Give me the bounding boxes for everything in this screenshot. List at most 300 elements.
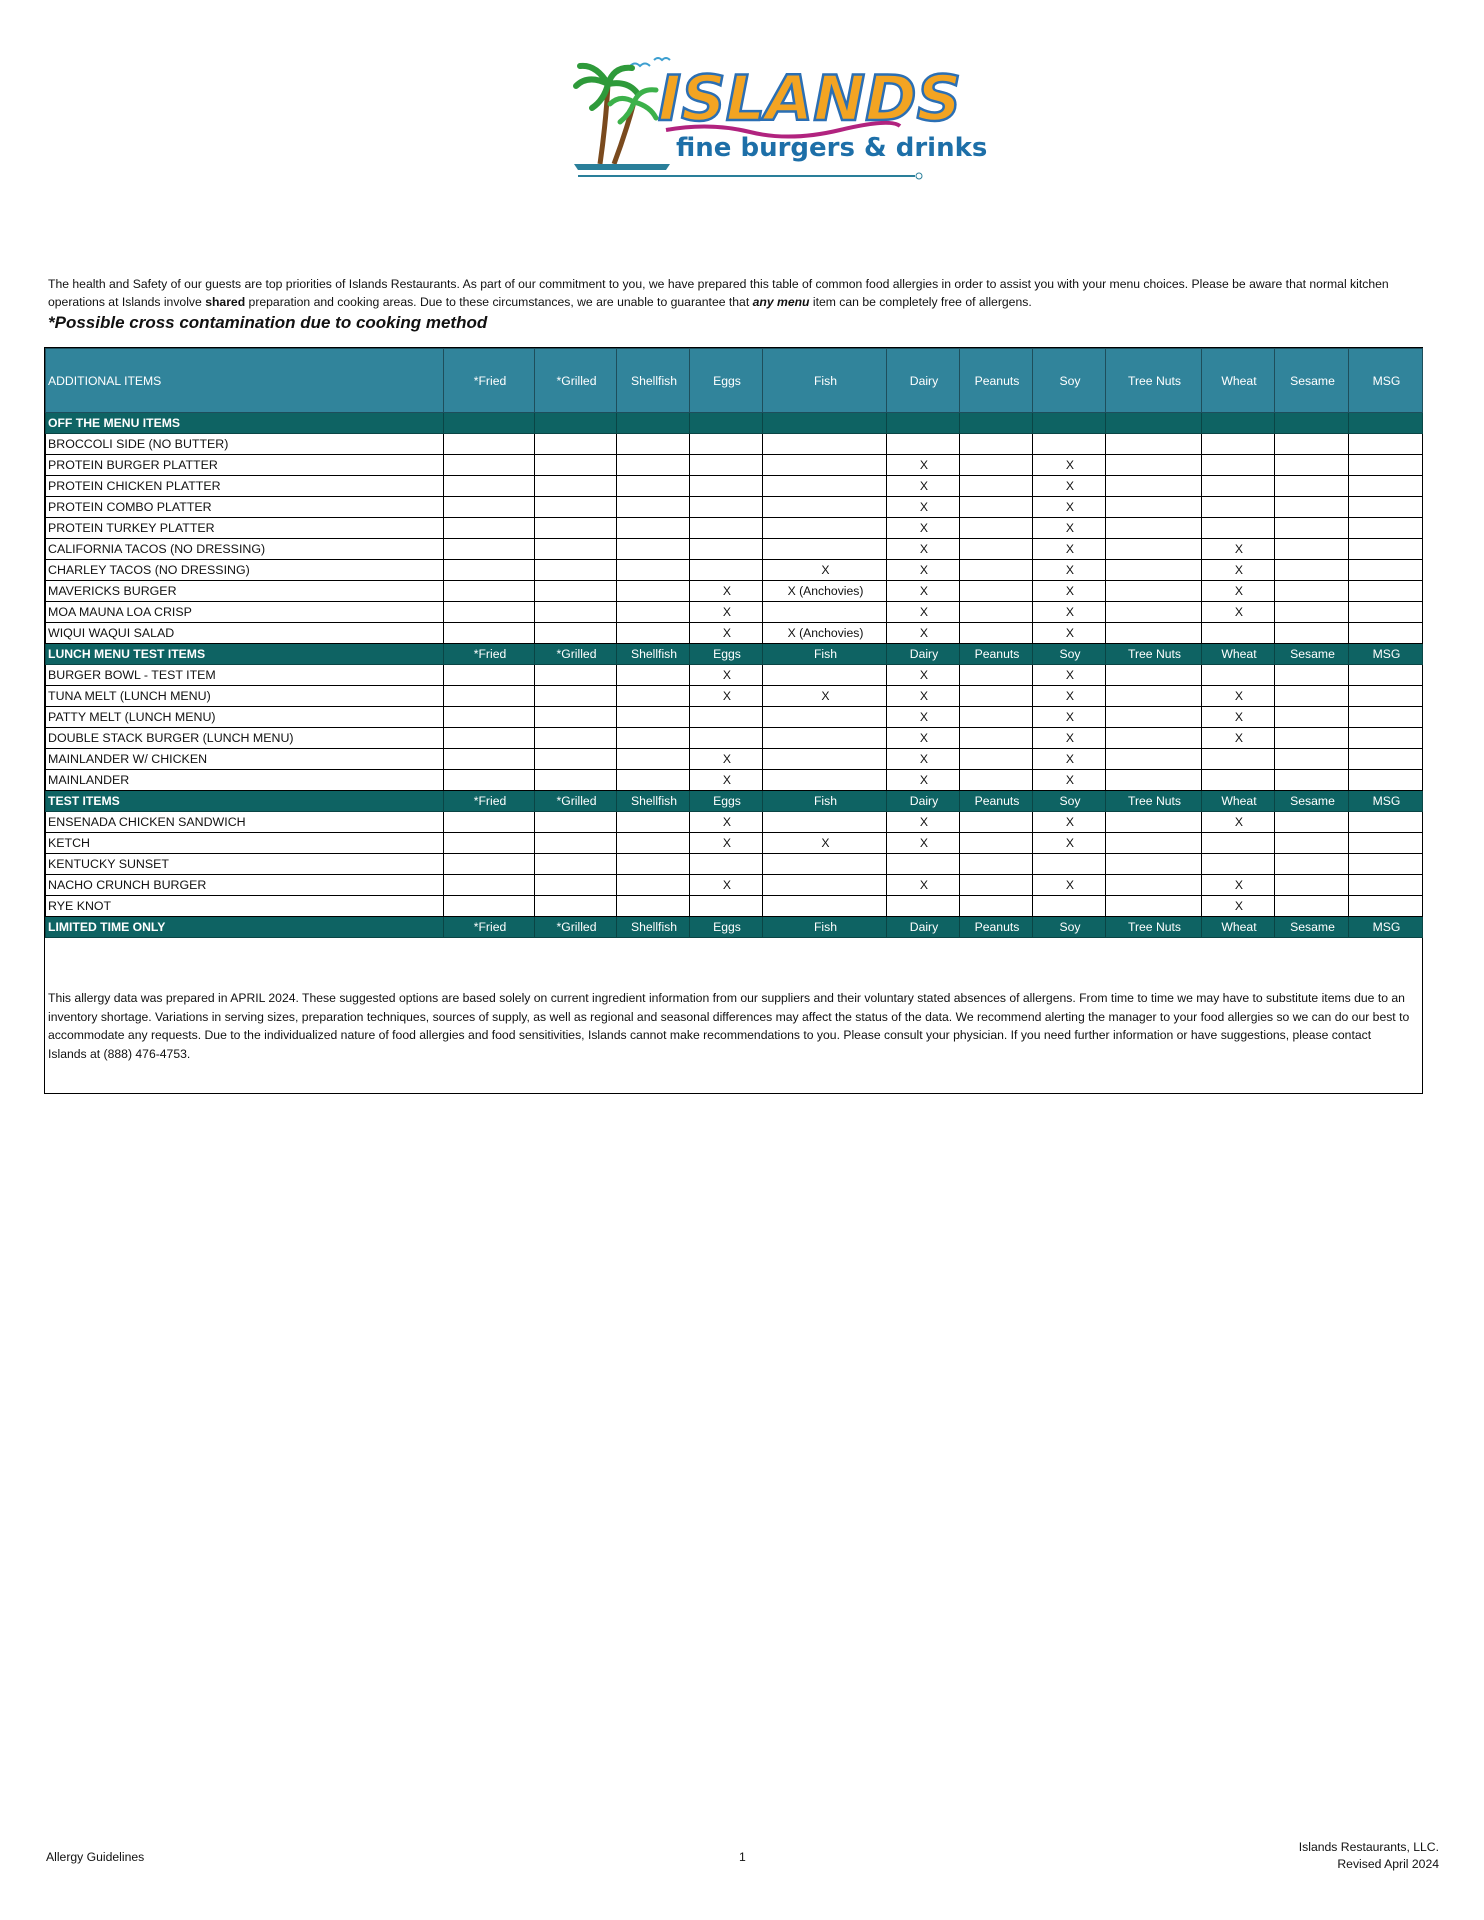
- allergen-cell: [960, 560, 1033, 581]
- allergen-cell: [763, 749, 887, 770]
- column-header: Soy: [1033, 349, 1106, 413]
- section-column-label: *Fried: [444, 917, 535, 938]
- allergen-cell: [617, 686, 690, 707]
- section-column-label: Fish: [763, 791, 887, 812]
- allergen-cell: [763, 854, 887, 875]
- menu-item-name: MAVERICKS BURGER: [46, 581, 444, 602]
- allergen-cell: X: [690, 581, 763, 602]
- allergen-cell: X: [887, 518, 960, 539]
- allergen-cell: [1275, 560, 1349, 581]
- allergen-cell: [617, 539, 690, 560]
- allergen-cell: [535, 539, 617, 560]
- allergen-cell: [960, 497, 1033, 518]
- allergen-cell: [535, 497, 617, 518]
- allergen-cell: [617, 749, 690, 770]
- allergen-cell: [535, 854, 617, 875]
- allergen-cell: [1202, 749, 1275, 770]
- menu-item-name: BURGER BOWL - TEST ITEM: [46, 665, 444, 686]
- section-column-label: Tree Nuts: [1106, 791, 1202, 812]
- allergen-cell: [1275, 434, 1349, 455]
- allergen-cell: [444, 707, 535, 728]
- section-column-label: Eggs: [690, 644, 763, 665]
- allergen-cell: [1106, 455, 1202, 476]
- allergen-cell: X: [690, 833, 763, 854]
- allergen-cell: [1275, 896, 1349, 917]
- allergen-cell: [1202, 854, 1275, 875]
- table-row: [46, 854, 1423, 875]
- section-column-label: Sesame: [1275, 917, 1349, 938]
- table-row: [46, 665, 1423, 686]
- allergen-cell: [444, 518, 535, 539]
- allergen-cell: [535, 749, 617, 770]
- section-column-label: Soy: [1033, 917, 1106, 938]
- allergen-cell: [1202, 434, 1275, 455]
- allergen-cell: [1106, 749, 1202, 770]
- allergen-cell: [960, 728, 1033, 749]
- allergen-cell: X: [887, 875, 960, 896]
- allergen-cell: [444, 749, 535, 770]
- section-column-label: Shellfish: [617, 644, 690, 665]
- table-header-row: [46, 349, 1423, 413]
- allergen-cell: [617, 728, 690, 749]
- allergen-cell: X: [887, 539, 960, 560]
- allergen-cell: [960, 770, 1033, 791]
- allergen-cell: X: [1202, 875, 1275, 896]
- section-column-label: *Grilled: [535, 791, 617, 812]
- allergen-cell: [444, 854, 535, 875]
- table-row: [46, 602, 1423, 623]
- section-header-row: [46, 917, 1423, 938]
- table-row: [46, 833, 1423, 854]
- allergen-cell: [1349, 812, 1423, 833]
- column-header: Wheat: [1202, 349, 1275, 413]
- allergen-cell: X: [763, 833, 887, 854]
- allergen-cell: [444, 896, 535, 917]
- allergen-cell: [444, 812, 535, 833]
- allergen-cell: X: [690, 770, 763, 791]
- allergen-cell: [617, 581, 690, 602]
- table-row: [46, 434, 1423, 455]
- section-column-label: *Grilled: [535, 644, 617, 665]
- allergen-cell: [690, 707, 763, 728]
- allergen-cell: [763, 665, 887, 686]
- allergen-cell: X: [763, 686, 887, 707]
- menu-item-name: WIQUI WAQUI SALAD: [46, 623, 444, 644]
- allergen-cell: [617, 833, 690, 854]
- allergen-cell: [1106, 896, 1202, 917]
- allergen-cell: [444, 539, 535, 560]
- allergen-cell: [617, 875, 690, 896]
- allergen-cell: X: [887, 686, 960, 707]
- allergen-cell: [1349, 539, 1423, 560]
- allergen-cell: [1349, 434, 1423, 455]
- allergen-cell: X: [1033, 476, 1106, 497]
- allergen-cell: [1275, 707, 1349, 728]
- allergen-cell: [1106, 518, 1202, 539]
- section-title: OFF THE MENU ITEMS: [46, 413, 444, 434]
- footer-title: Allergy Guidelines: [46, 1850, 145, 1864]
- allergen-cell: X: [1033, 539, 1106, 560]
- allergen-cell: X: [887, 833, 960, 854]
- allergen-cell: [887, 434, 960, 455]
- allergen-cell: [1106, 875, 1202, 896]
- allergen-cell: [617, 602, 690, 623]
- section-column-label: Wheat: [1202, 917, 1275, 938]
- allergen-cell: [1349, 623, 1423, 644]
- allergen-cell: [535, 581, 617, 602]
- allergen-cell: X: [690, 602, 763, 623]
- column-header: Shellfish: [617, 349, 690, 413]
- allergen-cell: [1033, 854, 1106, 875]
- allergen-cell: [535, 518, 617, 539]
- section-header-row: [46, 413, 1423, 434]
- allergen-cell: [1106, 728, 1202, 749]
- section-column-label: [1106, 413, 1202, 434]
- allergy-table: [45, 348, 1423, 938]
- allergen-cell: [960, 854, 1033, 875]
- allergen-cell: [535, 560, 617, 581]
- section-column-label: Sesame: [1275, 644, 1349, 665]
- allergen-cell: X: [690, 623, 763, 644]
- allergen-cell: X (Anchovies): [763, 581, 887, 602]
- allergen-cell: [1106, 854, 1202, 875]
- allergen-cell: [1349, 707, 1423, 728]
- allergen-cell: X: [1033, 833, 1106, 854]
- allergen-cell: X: [690, 665, 763, 686]
- column-header: MSG: [1349, 349, 1423, 413]
- allergen-cell: [617, 770, 690, 791]
- allergen-cell: X: [1033, 581, 1106, 602]
- allergen-cell: [960, 455, 1033, 476]
- allergen-cell: [535, 476, 617, 497]
- allergen-cell: [1275, 455, 1349, 476]
- allergen-cell: X: [1033, 686, 1106, 707]
- allergen-cell: X: [887, 665, 960, 686]
- allergen-cell: [1202, 476, 1275, 497]
- allergy-table-frame: [44, 347, 1423, 1094]
- section-column-label: [887, 413, 960, 434]
- section-column-label: Soy: [1033, 644, 1106, 665]
- allergen-cell: [1033, 434, 1106, 455]
- allergen-cell: [617, 560, 690, 581]
- allergen-cell: [763, 602, 887, 623]
- allergen-cell: X: [887, 476, 960, 497]
- allergen-cell: [960, 434, 1033, 455]
- allergen-cell: X: [887, 812, 960, 833]
- allergen-cell: [535, 623, 617, 644]
- allergen-cell: X: [887, 770, 960, 791]
- column-header: Dairy: [887, 349, 960, 413]
- section-column-label: Peanuts: [960, 644, 1033, 665]
- allergen-cell: [690, 728, 763, 749]
- allergen-cell: [617, 707, 690, 728]
- section-column-label: [535, 413, 617, 434]
- menu-item-name: DOUBLE STACK BURGER (LUNCH MENU): [46, 728, 444, 749]
- allergen-cell: [960, 749, 1033, 770]
- section-column-label: Peanuts: [960, 791, 1033, 812]
- section-column-label: Wheat: [1202, 791, 1275, 812]
- allergen-cell: [1106, 707, 1202, 728]
- allergen-cell: [763, 896, 887, 917]
- allergen-cell: [1275, 875, 1349, 896]
- allergen-cell: [535, 665, 617, 686]
- allergen-cell: [1349, 896, 1423, 917]
- allergen-cell: [960, 539, 1033, 560]
- allergen-cell: X: [1202, 707, 1275, 728]
- allergen-cell: [444, 623, 535, 644]
- allergen-cell: [535, 602, 617, 623]
- allergen-cell: [1349, 833, 1423, 854]
- svg-text:ISLANDS: ISLANDS: [658, 62, 962, 135]
- menu-item-name: MAINLANDER W/ CHICKEN: [46, 749, 444, 770]
- table-row: [46, 896, 1423, 917]
- section-header-row: [46, 791, 1423, 812]
- allergen-cell: X: [887, 623, 960, 644]
- allergen-cell: [444, 476, 535, 497]
- allergen-cell: [690, 476, 763, 497]
- allergen-cell: [690, 896, 763, 917]
- allergen-cell: [1106, 539, 1202, 560]
- menu-item-name: CHARLEY TACOS (NO DRESSING): [46, 560, 444, 581]
- allergen-cell: [1349, 728, 1423, 749]
- allergen-cell: [763, 518, 887, 539]
- table-row: [46, 686, 1423, 707]
- allergen-cell: [960, 812, 1033, 833]
- allergen-cell: [444, 770, 535, 791]
- allergen-cell: [1275, 812, 1349, 833]
- allergen-cell: X: [1033, 875, 1106, 896]
- islands-logo: [570, 52, 988, 180]
- menu-item-name: CALIFORNIA TACOS (NO DRESSING): [46, 539, 444, 560]
- allergen-cell: [617, 665, 690, 686]
- allergen-cell: [535, 728, 617, 749]
- table-row: [46, 476, 1423, 497]
- allergen-cell: [1202, 455, 1275, 476]
- section-column-label: MSG: [1349, 644, 1423, 665]
- allergen-cell: X: [1202, 539, 1275, 560]
- allergen-cell: [1106, 602, 1202, 623]
- allergen-cell: [960, 476, 1033, 497]
- allergen-cell: [1202, 518, 1275, 539]
- section-column-label: Shellfish: [617, 917, 690, 938]
- allergen-cell: [535, 686, 617, 707]
- section-column-label: [1275, 413, 1349, 434]
- allergen-cell: [1106, 833, 1202, 854]
- section-column-label: Tree Nuts: [1106, 644, 1202, 665]
- section-column-label: Dairy: [887, 791, 960, 812]
- allergen-cell: [1106, 665, 1202, 686]
- allergen-cell: [690, 497, 763, 518]
- allergen-cell: [763, 434, 887, 455]
- section-column-label: Fish: [763, 917, 887, 938]
- allergen-cell: [1106, 581, 1202, 602]
- allergen-cell: [1106, 476, 1202, 497]
- allergen-cell: X: [1033, 812, 1106, 833]
- allergen-cell: [763, 455, 887, 476]
- allergen-cell: [1349, 686, 1423, 707]
- svg-text:fine burgers & drinks: fine burgers & drinks: [676, 133, 988, 163]
- allergen-cell: X: [763, 560, 887, 581]
- allergen-cell: [960, 602, 1033, 623]
- menu-item-name: ENSENADA CHICKEN SANDWICH: [46, 812, 444, 833]
- allergen-cell: [1349, 875, 1423, 896]
- section-column-label: MSG: [1349, 791, 1423, 812]
- allergen-cell: X: [887, 602, 960, 623]
- allergen-cell: [1349, 665, 1423, 686]
- allergen-cell: [1106, 434, 1202, 455]
- allergy-disclaimer: This allergy data was prepared in APRIL 2024. These suggested options are based solely on current ingredient information from our suppliers and their voluntary stated absences of allergens. From time to time we may have to substitute items due to an inventory shortage. Variations in serving sizes, preparation techniques, sources of supply, as well as regional and seasonal differences may affect the status of the data. We recommend alerting the manager to your food allergies so we can do our best to accommodate any requests. Due to the individualized nature of food allergies and food sensitivities, Islands cannot make recommendations to you. Please consult your physician. If you need further information or have suggestions, please contact Islands at (888) 476-4753.: [48, 991, 1410, 1061]
- allergen-cell: [535, 833, 617, 854]
- allergen-cell: [1349, 476, 1423, 497]
- allergen-cell: [960, 707, 1033, 728]
- column-header: *Fried: [444, 349, 535, 413]
- allergen-cell: X: [1033, 749, 1106, 770]
- footer-revised: Revised April 2024: [1337, 1857, 1439, 1871]
- page-number: 1: [739, 1850, 746, 1864]
- allergen-cell: [690, 455, 763, 476]
- section-column-label: [690, 413, 763, 434]
- allergen-cell: [960, 623, 1033, 644]
- allergen-cell: [444, 455, 535, 476]
- allergen-cell: [1349, 854, 1423, 875]
- section-column-label: Eggs: [690, 791, 763, 812]
- menu-item-name: PROTEIN BURGER PLATTER: [46, 455, 444, 476]
- allergen-cell: X: [1033, 602, 1106, 623]
- table-row: [46, 623, 1423, 644]
- header-additional-items: ADDITIONAL ITEMS: [46, 349, 444, 413]
- allergen-cell: [763, 476, 887, 497]
- allergen-cell: X: [1033, 560, 1106, 581]
- allergen-cell: [1202, 833, 1275, 854]
- table-row: [46, 539, 1423, 560]
- allergen-cell: [1275, 602, 1349, 623]
- column-header: Sesame: [1275, 349, 1349, 413]
- section-title: LIMITED TIME ONLY: [46, 917, 444, 938]
- allergen-cell: [444, 497, 535, 518]
- allergen-cell: X: [1033, 770, 1106, 791]
- allergen-cell: [444, 602, 535, 623]
- allergen-cell: X: [1033, 623, 1106, 644]
- allergen-cell: [960, 686, 1033, 707]
- allergen-cell: X: [1033, 497, 1106, 518]
- allergen-cell: X: [887, 581, 960, 602]
- column-header: Eggs: [690, 349, 763, 413]
- allergen-cell: [617, 497, 690, 518]
- cross-contamination-note: *Possible cross contamination due to cooking method: [48, 313, 488, 332]
- allergen-cell: [1349, 749, 1423, 770]
- section-column-label: [617, 413, 690, 434]
- allergen-cell: [535, 770, 617, 791]
- allergen-cell: [690, 518, 763, 539]
- allergen-cell: X: [1202, 560, 1275, 581]
- intro-paragraph: The health and Safety of our guests are top priorities of Islands Restaurants. As part of our commitment to you, we have prepared this table of common food allergies in order to assist you with your menu choices. Please be aware that normal kitchen operations at Islands involve shared preparation and cooking areas. Due to these circumstances, we are unable to guarantee that any menu item can be completely free of allergens.: [48, 277, 1389, 309]
- allergen-cell: [1349, 497, 1423, 518]
- allergen-cell: [1349, 770, 1423, 791]
- allergen-cell: [444, 560, 535, 581]
- allergen-cell: [763, 770, 887, 791]
- menu-item-name: TUNA MELT (LUNCH MENU): [46, 686, 444, 707]
- section-column-label: *Fried: [444, 644, 535, 665]
- allergen-cell: [1349, 518, 1423, 539]
- menu-item-name: BROCCOLI SIDE (NO BUTTER): [46, 434, 444, 455]
- allergen-cell: [1106, 497, 1202, 518]
- allergen-cell: [1275, 665, 1349, 686]
- menu-item-name: MAINLANDER: [46, 770, 444, 791]
- allergen-cell: X: [1202, 686, 1275, 707]
- section-column-label: Wheat: [1202, 644, 1275, 665]
- allergen-cell: [763, 497, 887, 518]
- menu-item-name: PROTEIN TURKEY PLATTER: [46, 518, 444, 539]
- table-row: [46, 707, 1423, 728]
- allergen-cell: [444, 728, 535, 749]
- menu-item-name: PROTEIN COMBO PLATTER: [46, 497, 444, 518]
- table-row: [46, 749, 1423, 770]
- allergen-cell: X: [1033, 518, 1106, 539]
- section-column-label: Sesame: [1275, 791, 1349, 812]
- allergen-cell: X: [1033, 665, 1106, 686]
- allergen-cell: [1275, 539, 1349, 560]
- allergen-cell: [763, 728, 887, 749]
- allergen-cell: X: [1033, 707, 1106, 728]
- allergen-cell: [535, 455, 617, 476]
- menu-item-name: RYE KNOT: [46, 896, 444, 917]
- footer-company-block: [1299, 1839, 1439, 1873]
- allergen-cell: [1202, 770, 1275, 791]
- allergen-cell: [887, 854, 960, 875]
- allergen-cell: [1275, 770, 1349, 791]
- section-column-label: [444, 413, 535, 434]
- allergen-cell: X: [1033, 728, 1106, 749]
- allergen-cell: [690, 539, 763, 560]
- allergen-cell: [690, 434, 763, 455]
- allergen-cell: X: [887, 455, 960, 476]
- menu-item-name: NACHO CRUNCH BURGER: [46, 875, 444, 896]
- allergen-cell: [617, 623, 690, 644]
- section-column-label: [763, 413, 887, 434]
- allergen-cell: [444, 581, 535, 602]
- allergen-cell: [535, 707, 617, 728]
- section-column-label: [1202, 413, 1275, 434]
- section-column-label: Dairy: [887, 644, 960, 665]
- allergen-cell: [617, 476, 690, 497]
- table-row: [46, 455, 1423, 476]
- allergen-cell: [617, 434, 690, 455]
- menu-item-name: PROTEIN CHICKEN PLATTER: [46, 476, 444, 497]
- allergen-cell: [1275, 497, 1349, 518]
- allergen-cell: [1349, 602, 1423, 623]
- allergen-cell: X: [690, 749, 763, 770]
- menu-item-name: KENTUCKY SUNSET: [46, 854, 444, 875]
- section-column-label: *Grilled: [535, 917, 617, 938]
- allergen-cell: [1349, 560, 1423, 581]
- allergen-cell: [1106, 770, 1202, 791]
- allergen-cell: [617, 812, 690, 833]
- allergen-cell: [1275, 581, 1349, 602]
- allergen-cell: [1275, 686, 1349, 707]
- allergen-cell: [1275, 476, 1349, 497]
- allergen-cell: [1275, 623, 1349, 644]
- section-column-label: Dairy: [887, 917, 960, 938]
- allergen-cell: X: [887, 560, 960, 581]
- allergen-cell: X (Anchovies): [763, 623, 887, 644]
- allergen-cell: [1275, 749, 1349, 770]
- table-row: [46, 875, 1423, 896]
- allergen-cell: [1106, 812, 1202, 833]
- allergen-cell: [960, 518, 1033, 539]
- allergen-cell: [1202, 665, 1275, 686]
- section-column-label: Tree Nuts: [1106, 917, 1202, 938]
- section-column-label: Eggs: [690, 917, 763, 938]
